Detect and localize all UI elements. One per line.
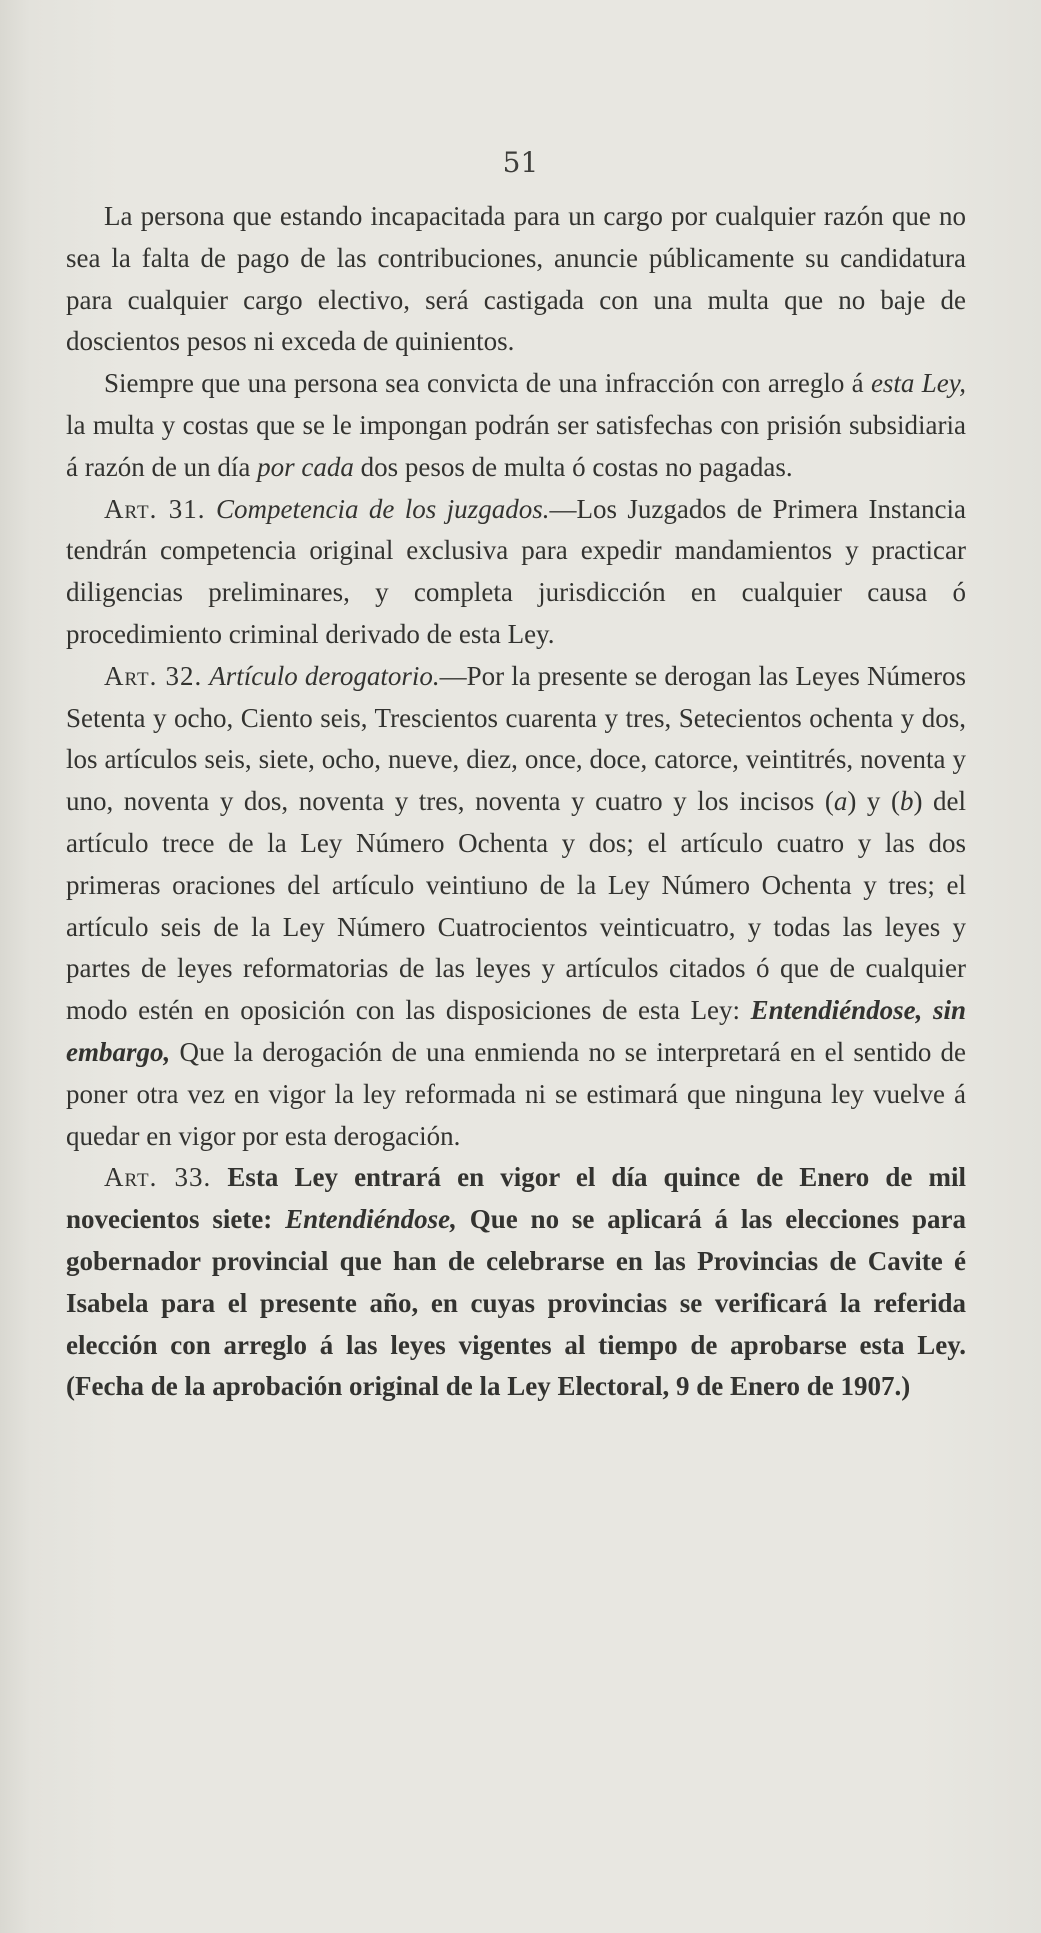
proviso-phrase: Entendiéndose, sin embargo, [66,995,966,1067]
paragraph-text: Siempre que una persona sea convicta de una infracción con arreglo á [104,368,871,399]
article-text: ) del artículo trece de la Ley Número Ochenta y dos; el artículo cuatro y las dos primeras oraciones del artículo veintiuno de la Ley Número Ochenta y tres; el artículo seis de la Ley Número Cuatrocientos veinticuatro, y todas las leyes y partes de leyes reformatorias de las leyes y artículos citados ó que de cualquier modo estén en oposición con las disposiciones de esta Ley: [66,786,967,1026]
paragraph-text: La persona que estando incapacitada para un cargo por cualquier razón que no sea la falta de pago de las contribuciones, anuncie públicamente su candidatura para cualquier cargo electivo, será castigada con una multa que no baje de doscientos pesos ni exceda de quinientos. [66,201,966,357]
article-title: Artículo derogatorio. [209,660,440,691]
article-text: Esta Ley entrará en vigor el día quince de Enero de mil novecientos siete: [66,1162,966,1235]
paragraph-fines [66,363,966,488]
article-label: Art. 31. [104,493,206,524]
paragraph-text: dos pesos de multa ó costas no pagadas. [353,451,793,482]
paragraph-candidacy [66,196,966,363]
paragraph-italic: por cada [257,451,354,482]
article-31 [66,489,966,656]
article-text: —Por la presente se derogan las Leyes Números Setenta y ocho, Ciento seis, Trescientos cuarenta y tres, Setecientos ochenta y dos, los artículos seis, siete, ocho, nueve, diez, once, doce, catorce, veintitrés, noventa y uno, noventa y dos, noventa y tres, noventa y cuatro y los incisos ( [66,660,966,817]
page-number: 51 [502,146,539,179]
article-text: —Los Juzgados de Primera Instancia tendrán competencia original exclusiva para expedir mandamientos y practicar diligencias preliminares, y completa jurisdicción en cualquier causa ó procedimiento criminal derivado de esta Ley. [66,493,967,649]
clause-letter: b [899,786,914,817]
article-text: Que la derogación de una enmienda no se interpretará en el sentido de poner otra vez en vigor la ley reformada ni se estimará que ninguna ley vuelve á quedar en vigor por esta derogación. [66,1036,966,1151]
proviso-phrase: Entendiéndose, [285,1204,457,1235]
article-text: Que no se aplicará á las elecciones para gobernador provincial que han de celebrarse en las Provincias de Cavite é Isabela para el presente año, en cuyas provincias se verificará la referida elección con arreglo á las leyes vigentes al tiempo de aprobarse esta Ley. (Fecha de la aprobación original de la Ley Electoral, 9 de Enero de 1907.) [66,1204,966,1402]
article-text: ) y ( [847,786,900,817]
article-title: Competencia de los juzgados. [215,493,550,524]
paragraph-text: la multa y costas que se le impongan podrán ser satisfechas con prisión subsidiaria á razón de un día [66,409,966,482]
article-33 [66,1157,966,1408]
clause-letter: a [833,786,848,817]
body-text [66,196,966,1408]
article-label: Art. 33. [104,1162,212,1193]
article-label: Art. 32. [104,660,203,691]
paragraph-italic: esta Ley, [870,368,966,399]
article-32 [66,656,966,1158]
